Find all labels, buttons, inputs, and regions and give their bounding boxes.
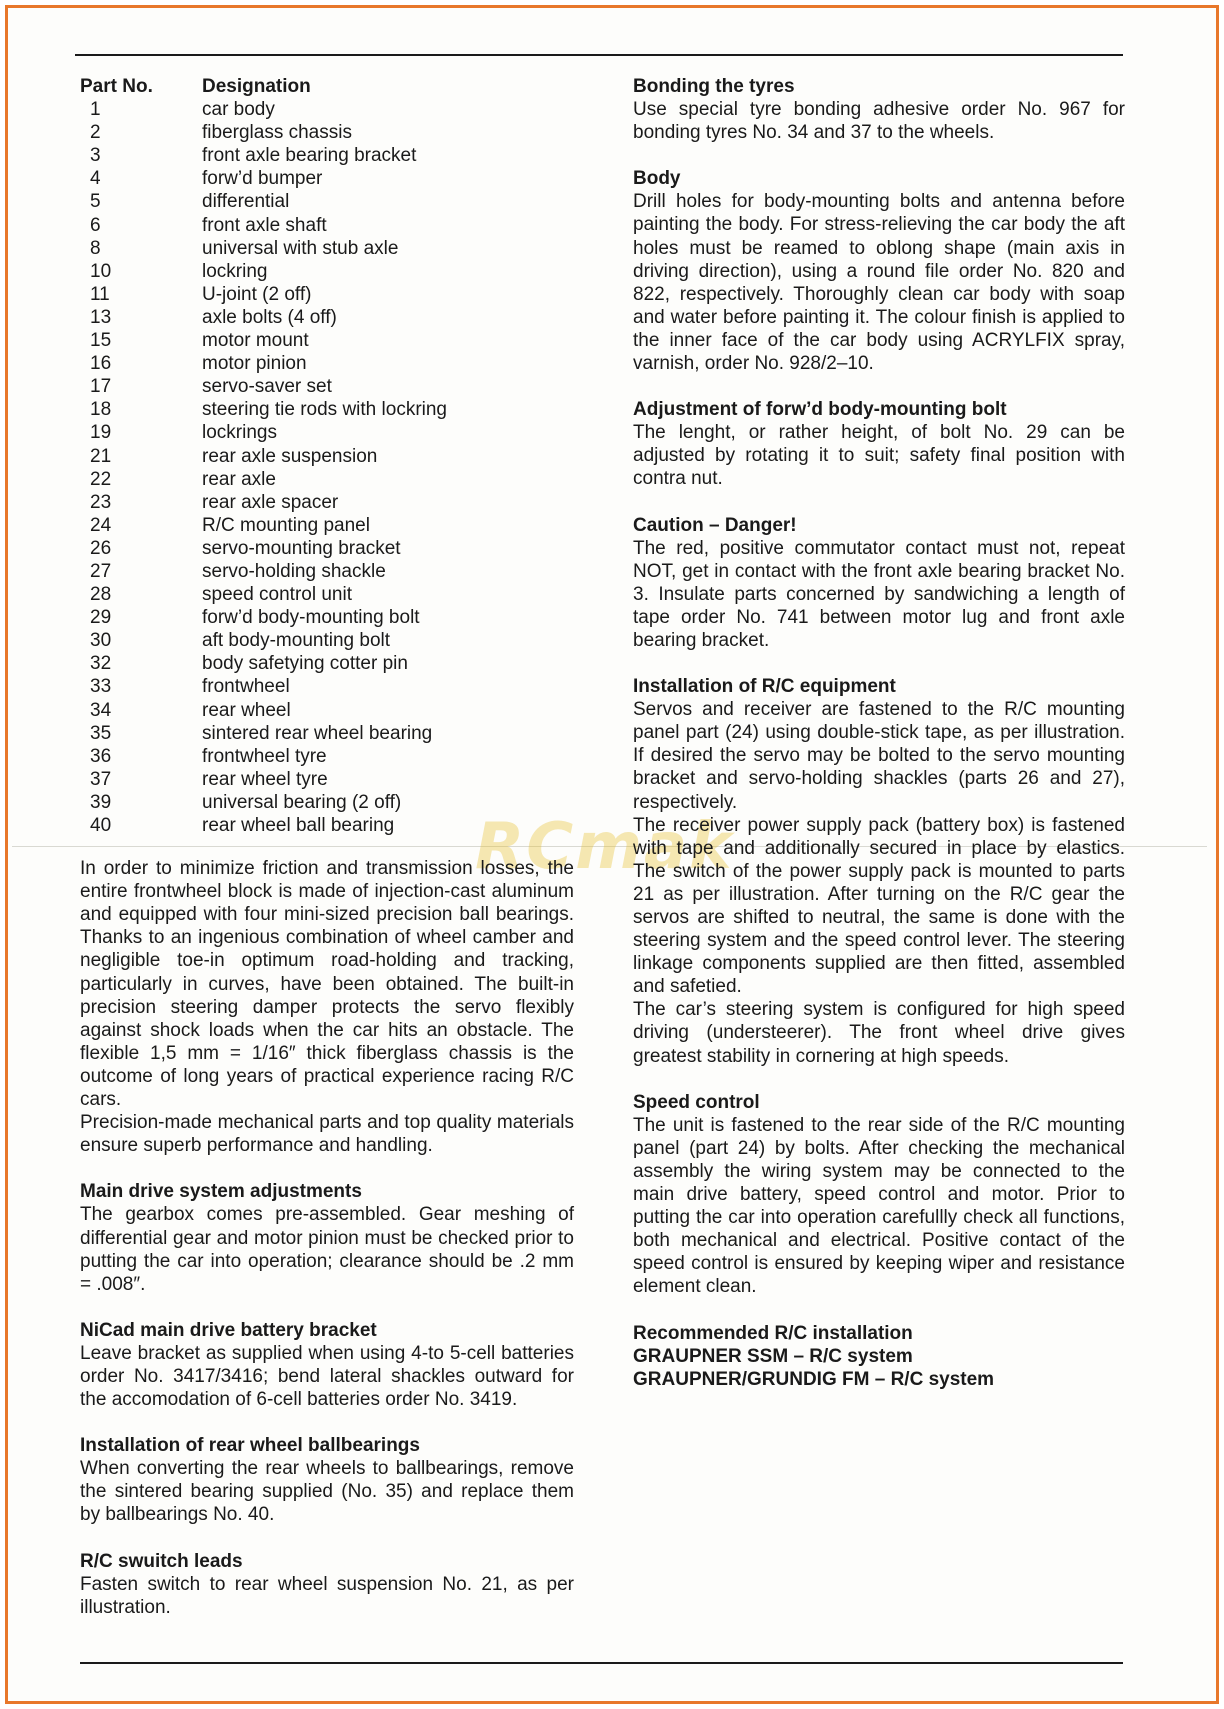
part-designation: rear axle spacer xyxy=(202,491,339,513)
part-designation: rear wheel ball bearing xyxy=(202,815,395,836)
part-number: 32 xyxy=(90,653,112,675)
part-designation: lockrings xyxy=(202,422,277,444)
parts-row xyxy=(80,190,574,213)
section-text: Use special tyre bonding adhesive order No. 967 for bonding tyres No. 34 and 37 to the wheels. xyxy=(633,99,1125,144)
parts-row xyxy=(80,583,574,606)
parts-row xyxy=(80,491,574,514)
part-number: 6 xyxy=(90,214,101,236)
right-column xyxy=(633,75,1125,1414)
section-text: The lenght, or rather height, of bolt No. 29 can be adjusted by rotating it to suit; safety final position with contra nut. xyxy=(633,422,1125,490)
parts-row xyxy=(80,722,574,745)
section-heading: Installation of R/C equipment xyxy=(633,676,896,698)
parts-row xyxy=(80,283,574,306)
section-text: The car’s steering system is configured for high speed driving (understeerer). The front wheel drive gives greatest stability in cornering at high speeds. xyxy=(633,999,1125,1067)
part-designation: frontwheel tyre xyxy=(202,745,327,767)
bolt-section xyxy=(633,398,1125,490)
parts-row xyxy=(80,514,574,537)
parts-row xyxy=(80,675,574,698)
part-designation: motor mount xyxy=(202,330,309,352)
part-number: 37 xyxy=(90,768,112,790)
part-designation: aft body-mounting bolt xyxy=(202,630,391,652)
top-rule xyxy=(75,54,1123,56)
section-heading: R/C swuitch leads xyxy=(80,1550,243,1572)
section-text: The gearbox comes pre-assembled. Gear meshing of differential gear and motor pinion must be checked prior to putting the car into operation; clearance should be .2 mm = .008″. xyxy=(80,1204,574,1295)
part-designation: motor pinion xyxy=(202,353,307,375)
watermark-logo: RCmak xyxy=(475,810,734,884)
parts-row xyxy=(80,421,574,444)
intro-paragraph: Precision-made mechanical parts and top quality materials ensure superb performance and handling. xyxy=(80,1112,574,1157)
rc-install-section xyxy=(633,675,1125,1068)
part-number: 17 xyxy=(90,376,112,398)
section-text: Fasten switch to rear wheel suspension No. 21, as per illustration. xyxy=(80,1573,574,1618)
parts-row xyxy=(80,98,574,121)
recommended-line: GRAUPNER/GRUNDIG FM – R/C system xyxy=(633,1368,995,1390)
parts-row xyxy=(80,214,574,237)
part-number: 39 xyxy=(90,791,112,813)
part-designation: differential xyxy=(202,191,290,213)
section-text: Drill holes for body-mounting bolts and antenna before painting the body. For stress-relieving the car body the aft holes must be reamed to oblong shape (main axis in driving direction), using a round file order No. 820 and 822, respectively. Thoroughly clean car body with soap and water before painting it. The colour finish is applied to the inner face of the car body using ACRYLFIX spray, varnish, order No. 928/2–10. xyxy=(633,191,1125,375)
parts-row xyxy=(80,306,574,329)
part-number: 4 xyxy=(90,168,101,190)
part-designation: R/C mounting panel xyxy=(202,514,370,536)
section-heading: Body xyxy=(633,168,681,190)
part-number: 36 xyxy=(90,745,112,767)
part-designation: body safetying cotter pin xyxy=(202,653,408,675)
parts-table xyxy=(80,75,574,837)
parts-row xyxy=(80,445,574,468)
section-heading: NiCad main drive battery bracket xyxy=(80,1319,377,1341)
section-heading: Speed control xyxy=(633,1091,760,1113)
parts-row xyxy=(80,237,574,260)
parts-table-body xyxy=(80,98,574,837)
section-heading: Recommended R/C installation xyxy=(633,1322,913,1344)
part-number: 27 xyxy=(90,560,112,582)
part-designation: universal with stub axle xyxy=(202,237,399,259)
parts-row xyxy=(80,699,574,722)
part-designation: lockring xyxy=(202,260,268,282)
parts-row xyxy=(80,121,574,144)
part-designation: steering tie rods with lockring xyxy=(202,399,447,421)
section-text: Leave bracket as supplied when using 4-to 5-cell batteries order No. 3417/3416; bend lateral shackles outward for the accomodation of 6-cell batteries order No. 3419. xyxy=(80,1342,574,1411)
switch-leads-section xyxy=(80,1550,574,1619)
caution-section xyxy=(633,514,1125,653)
part-number: 30 xyxy=(90,630,112,652)
part-designation: axle bolts (4 off) xyxy=(202,306,337,328)
section-text: The unit is fastened to the rear side of the R/C mounting panel (part 24) by bolts. After checking the mechanical assembly the wiring system may be connected to the main drive battery, speed control and motor. Prior to putting the car into operation carefullly check all functions, both mechanical and electrical. Positive contact of the speed control is ensured by keeping wiper and resistance element clean. xyxy=(633,1114,1125,1298)
parts-row xyxy=(80,398,574,421)
part-number: 26 xyxy=(90,537,112,559)
section-text: Servos and receiver are fastened to the R/C mounting panel part (24) using double-stick tape, as per illustration. If desired the servo may be bolted to the servo mounting bracket and servo-holding shackles (parts 26 and 27), respectively. xyxy=(633,699,1125,813)
parts-row xyxy=(80,745,574,768)
section-heading: Installation of rear wheel ballbearings xyxy=(80,1435,420,1457)
parts-row xyxy=(80,468,574,491)
part-number: 1 xyxy=(90,99,101,121)
section-heading: Adjustment of forw’d body-mounting bolt xyxy=(633,399,1007,421)
parts-row xyxy=(80,537,574,560)
section-heading: Bonding the tyres xyxy=(633,76,795,97)
part-designation: speed control unit xyxy=(202,584,352,606)
section-text: The red, positive commutator contact must not, repeat NOT, get in contact with the front axle bearing bracket No. 3. Insulate parts concerned by sandwiching a length of tape order No. 741 between motor lug and front axle bearing bracket. xyxy=(633,537,1125,651)
part-designation: rear wheel xyxy=(202,699,291,721)
part-designation: front axle bearing bracket xyxy=(202,145,417,167)
part-number: 22 xyxy=(90,468,112,490)
part-number: 23 xyxy=(90,491,112,513)
part-designation: front axle shaft xyxy=(202,214,327,236)
speed-control-section xyxy=(633,1091,1125,1299)
parts-row xyxy=(80,352,574,375)
part-number: 13 xyxy=(90,306,112,328)
part-designation: U-joint (2 off) xyxy=(202,283,312,305)
intro-paragraph: In order to minimize friction and transmission losses, the entire frontwheel block is made of injection-cast aluminum and equipped with four mini-sized precision ball bearings. Thanks to an ingenious combination of wheel camber and negligible toe-in optimum road-holding and tracking, particularly in curves, have been obtained. The built-in precision steering damper protects the servo flexibly against shock loads when the car hits an obstacle. The flexible 1,5 mm = 1/16″ thick fiberglass chassis is the outcome of long years of practical experience racing R/C cars. xyxy=(80,858,574,1111)
parts-row xyxy=(80,167,574,190)
part-designation: rear wheel tyre xyxy=(202,768,328,790)
parts-row xyxy=(80,375,574,398)
part-number: 2 xyxy=(90,122,101,144)
parts-row xyxy=(80,329,574,352)
part-no-header: Part No. xyxy=(80,76,153,97)
parts-row xyxy=(80,144,574,167)
part-number: 3 xyxy=(90,145,101,167)
part-designation: servo-saver set xyxy=(202,376,332,398)
part-designation: frontwheel xyxy=(202,676,290,698)
section-text: When converting the rear wheels to ballbearings, remove the sintered bearing supplied (No. 35) and replace them by ballbearings No. 40. xyxy=(80,1458,574,1526)
designation-header: Designation xyxy=(202,76,311,97)
part-number: 19 xyxy=(90,422,112,444)
ballbearings-section xyxy=(80,1434,574,1526)
part-designation: rear axle xyxy=(202,468,276,490)
parts-row xyxy=(80,791,574,814)
part-number: 15 xyxy=(90,330,112,352)
part-designation: forw’d bumper xyxy=(202,168,323,190)
parts-row xyxy=(80,260,574,283)
part-number: 18 xyxy=(90,399,112,421)
recommended-line: GRAUPNER SSM – R/C system xyxy=(633,1345,913,1367)
part-designation: forw’d body-mounting bolt xyxy=(202,607,420,629)
parts-row xyxy=(80,768,574,791)
part-number: 21 xyxy=(90,445,112,467)
part-number: 35 xyxy=(90,722,112,744)
part-designation: universal bearing (2 off) xyxy=(202,791,402,813)
part-number: 40 xyxy=(90,815,112,836)
main-drive-section xyxy=(80,1180,574,1295)
body-section xyxy=(633,167,1125,375)
part-number: 5 xyxy=(90,191,101,213)
part-designation: sintered rear wheel bearing xyxy=(202,722,433,744)
part-number: 29 xyxy=(90,607,112,629)
part-number: 16 xyxy=(90,353,112,375)
intro-section xyxy=(80,857,574,1157)
left-column xyxy=(80,75,574,1642)
tyres-section xyxy=(633,75,1125,144)
section-heading: Caution – Danger! xyxy=(633,514,797,536)
parts-row xyxy=(80,814,574,837)
parts-row xyxy=(80,652,574,675)
part-number: 33 xyxy=(90,676,112,698)
parts-row xyxy=(80,560,574,583)
part-designation: car body xyxy=(202,99,275,121)
part-number: 11 xyxy=(90,283,110,305)
bottom-rule xyxy=(80,1662,1123,1664)
part-number: 10 xyxy=(90,260,112,282)
part-number: 8 xyxy=(90,237,101,259)
parts-row xyxy=(80,606,574,629)
part-number: 28 xyxy=(90,584,112,606)
parts-row xyxy=(80,629,574,652)
recommended-section xyxy=(633,1322,1125,1391)
part-designation: fiberglass chassis xyxy=(202,122,352,144)
part-number: 24 xyxy=(90,514,112,536)
part-designation: servo-holding shackle xyxy=(202,560,386,582)
part-number: 34 xyxy=(90,699,112,721)
part-designation: servo-mounting bracket xyxy=(202,537,401,559)
battery-bracket-section xyxy=(80,1319,574,1411)
section-heading: Main drive system adjustments xyxy=(80,1181,362,1203)
section-text: The receiver power supply pack (battery box) is fastened with tape and additionally secured in place by elastics. The switch of the power supply pack is mounted to parts 21 as per illustration. After turning on the R/C gear the servos are shifted to neutral, the same is done with the steering system and the speed control lever. The steering linkage components supplied are then fitted, assembled and safetied. xyxy=(633,814,1125,998)
part-designation: rear axle suspension xyxy=(202,445,378,467)
